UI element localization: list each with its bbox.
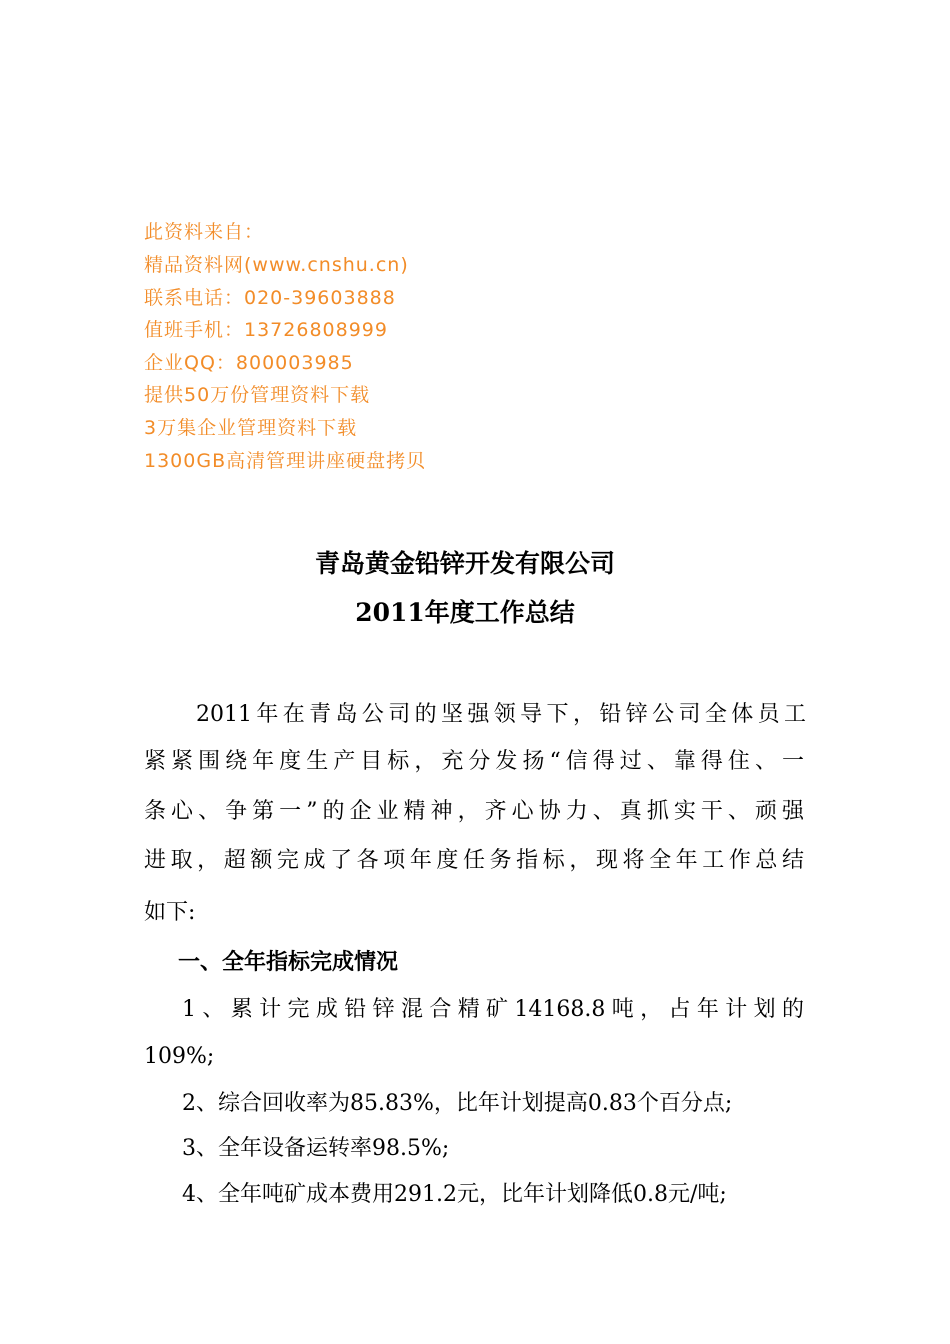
indicator-item: 4、全年吨矿成本费用291.2元，比年计划降低0.8元/吨;: [182, 1182, 727, 1207]
source-phone: 联系电话：020-39603888: [144, 287, 396, 309]
source-offer-3: 1300GB高清管理讲座硬盘拷贝: [144, 450, 427, 472]
indicator-item: 2、综合回收率为85.83%，比年计划提高0.83个百分点;: [182, 1091, 733, 1116]
source-offer-2: 3万集企业管理资料下载: [144, 417, 358, 439]
indicator-item: 1、累计完成铅锌混合精矿14168.8吨，占年计划的: [182, 997, 804, 1022]
indicator-item: 3、全年设备运转率98.5%;: [182, 1136, 450, 1161]
source-qq: 企业QQ：800003985: [144, 352, 354, 374]
intro-line: 紧紧围绕年度生产目标，充分发扬“信得过、靠得住、一: [144, 749, 804, 774]
source-website: 精品资料网(www.cnshu.cn): [144, 254, 409, 276]
document-title-report: 2011年度工作总结: [355, 598, 575, 627]
indicator-item: 109%;: [144, 1044, 215, 1069]
document-title-company: 青岛黄金铅锌开发有限公司: [314, 549, 615, 578]
section-heading: 一、全年指标完成情况: [178, 950, 399, 975]
source-offer-1: 提供50万份管理资料下载: [144, 384, 371, 406]
source-label: 此资料来自：: [144, 221, 265, 243]
intro-line: 条心、争第一”的企业精神，齐心协力、真抓实干、顽强: [144, 799, 804, 824]
intro-line: 进取，超额完成了各项年度任务指标，现将全年工作总结: [144, 848, 804, 873]
intro-line: 2011年在青岛公司的坚强领导下，铅锌公司全体员工: [196, 702, 806, 727]
source-mobile: 值班手机：13726808999: [144, 319, 388, 341]
intro-line: 如下:: [144, 900, 196, 925]
